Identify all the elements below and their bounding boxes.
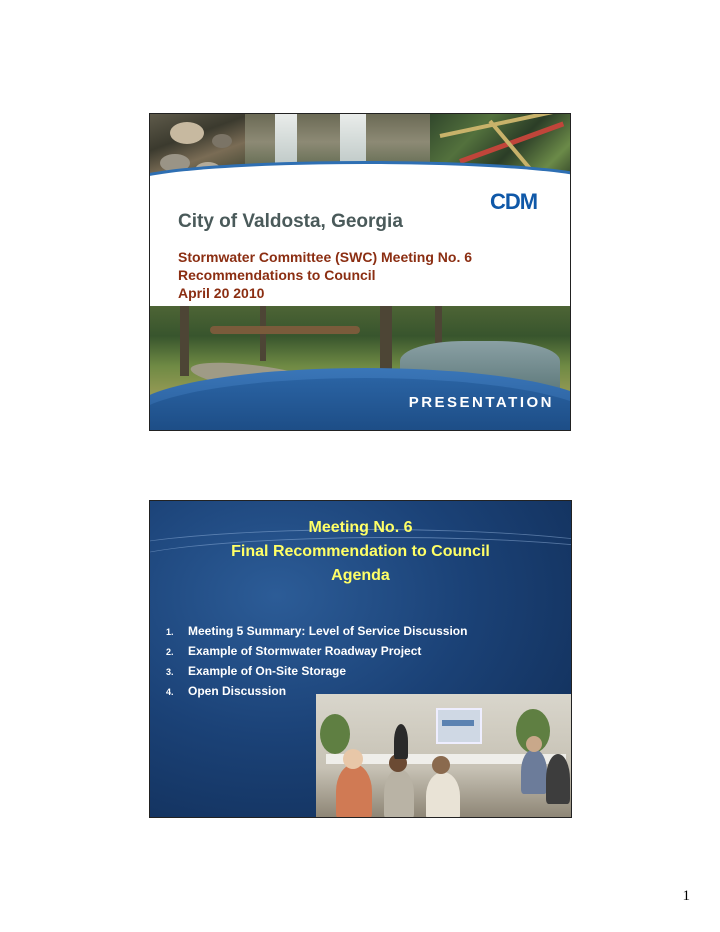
agenda-list — [166, 621, 467, 701]
title-slide — [149, 113, 571, 431]
bridge — [210, 326, 360, 334]
agenda-item: 3. Example of On-Site Storage — [166, 664, 347, 678]
meeting-line: Stormwater Committee (SWC) Meeting No. 6 — [178, 249, 473, 265]
agenda-item: 1. Meeting 5 Summary: Level of Service Discussion — [166, 624, 468, 638]
presentation-label: PRESENTATION — [408, 394, 554, 411]
slide-title-meeting: Meeting No. 6 — [308, 519, 413, 536]
recommendations-line: Recommendations to Council — [178, 267, 376, 283]
cdm-logo: CDM — [490, 189, 538, 214]
footer-photo — [150, 306, 570, 431]
page-number: 1 — [682, 888, 690, 904]
agenda-item: 4. Open Discussion — [166, 684, 287, 698]
date-line: April 20 2010 — [178, 285, 265, 301]
meeting-photo — [316, 694, 571, 817]
slide-title-recommendation: Final Recommendation to Council — [231, 543, 490, 560]
agenda-slide — [149, 500, 572, 818]
slide-title-agenda: Agenda — [331, 567, 390, 584]
header-photo-collage — [150, 114, 570, 184]
projector-screen — [436, 708, 482, 744]
city-title: City of Valdosta, Georgia — [178, 211, 403, 232]
agenda-item: 2. Example of Stormwater Roadway Project — [166, 644, 422, 658]
